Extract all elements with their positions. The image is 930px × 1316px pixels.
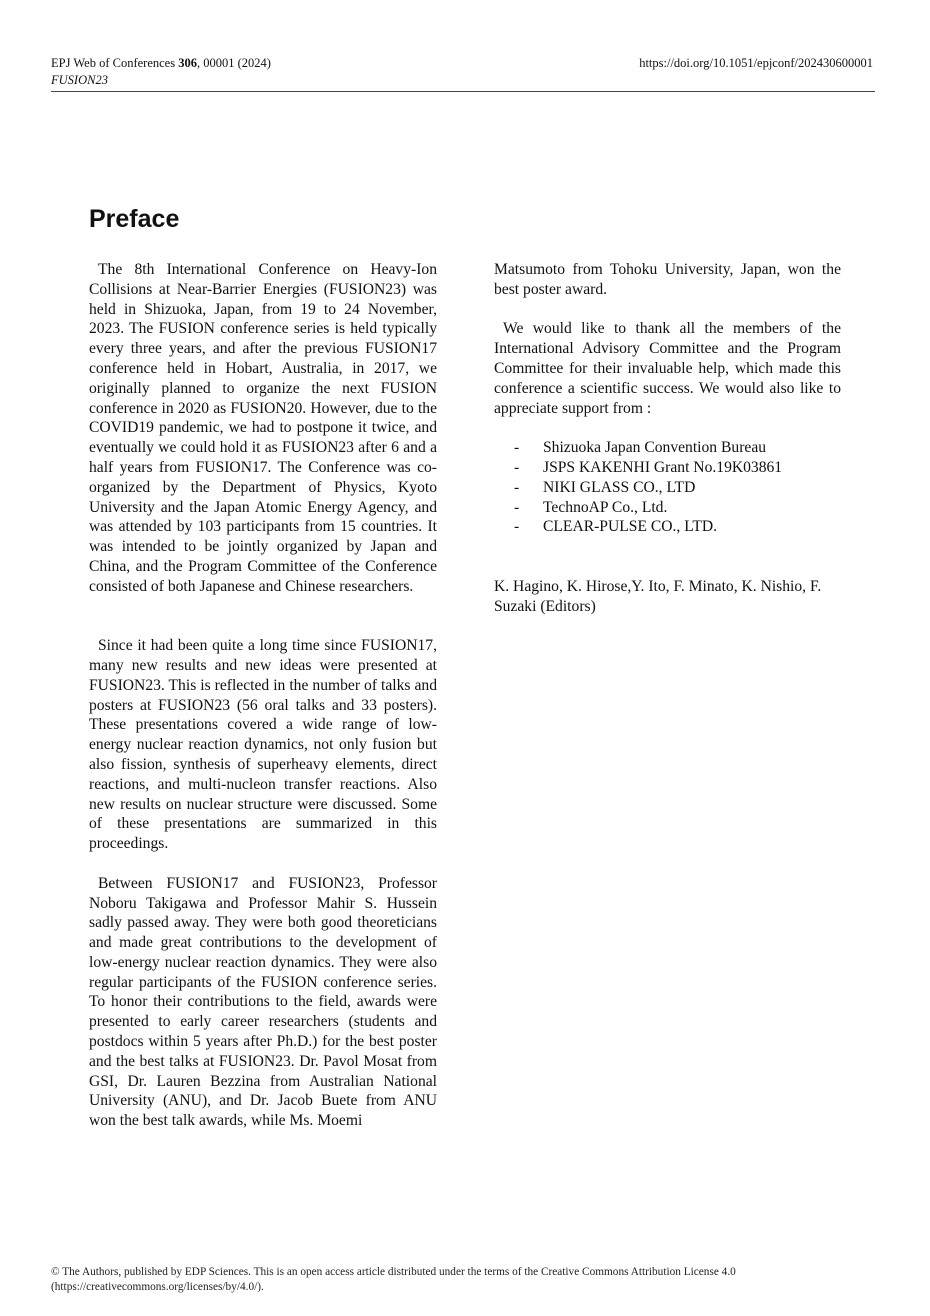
paragraph-spacer xyxy=(494,537,841,577)
list-item-text: CLEAR-PULSE CO., LTD. xyxy=(543,518,717,536)
list-item-text: JSPS KAKENHI Grant No.19K03861 xyxy=(543,458,783,476)
running-header-left xyxy=(51,55,271,89)
list-item xyxy=(494,498,841,518)
header-divider xyxy=(51,91,875,92)
list-item xyxy=(494,458,841,478)
paragraph-spacer xyxy=(494,418,841,438)
left-column xyxy=(89,260,437,1131)
paragraph-acknowledgements: We would like to thank all the members of the International Advisory Committee and the Program Committee for their invaluable help, which made this conference a scientific success. We would also like to appreciate support from : xyxy=(494,320,841,417)
paragraph-awards: Between FUSION17 and FUSION23, Professor Noboru Takigawa and Professor Mahir S. Hussein sadly passed away. They were both good theoreticians and made great contributions to the development of low-energy nuclear reaction dynamics. They were also regular participants of the FUSION conference series. To honor their contributions to the field, awards were presented to early career researchers (students and postdocs within 5 years after Ph.D.) for the best poster and the best talks at FUSION23. Dr. Pavol Mosat from GSI, Dr. Lauren Bezzina from Australian National University (ANU), and Dr. Jacob Buete from ANU won the best talk awards, while Ms. Moemi xyxy=(89,874,437,1130)
paragraph-conference-overview: The 8th International Conference on Heavy-Ion Collisions at Near-Barrier Energies (FUSION23) was held in Shizuoka, Japan, from 19 to 24 November, 2023. The FUSION conference series is held typically every three years, and after the previous FUSION17 conference held in Hobart, Australia, in 2017, we originally planned to organize the next FUSION conference in 2020 as FUSION20. However, due to the COVID19 pandemic, we had to postpone it twice, and eventually we could hold it as FUSION23 after 6 and a half years from FUSION17. The Conference was co-organized by the Department of Physics, Kyoto University and the Japan Atomic Energy Agency, and was attended by 103 participants from 15 countries. It was intended to be jointly organized by Japan and China, and the Program Committee of the Conference consisted of both Japanese and Chinese researchers. xyxy=(89,261,437,595)
list-item-text: Shizuoka Japan Convention Bureau xyxy=(543,439,767,457)
paragraph-presentations: Since it had been quite a long time since FUSION17, many new results and new ideas were presented at FUSION23. This is reflected in the number of talks and posters at FUSION23 (56 oral talks and 33 posters). These presentations covered a wide range of low-energy nuclear reaction dynamics, not only fusion but also fission, synthesis of superheavy elements, direct reactions, and multi-nucleon transfer reactions. Also new results on nuclear structure were discussed. Some of these presentations are summarized in this proceedings. xyxy=(89,637,437,853)
paragraph-spacer xyxy=(494,300,841,320)
list-bullet: - xyxy=(514,478,520,496)
paragraph-spacer xyxy=(89,597,437,637)
list-item-text: NIKI GLASS CO., LTD xyxy=(543,478,696,496)
list-bullet: - xyxy=(514,439,520,457)
list-item xyxy=(494,517,841,537)
license-url[interactable]: (https://creativecommons.org/licenses/by/4.0/). xyxy=(51,1281,264,1293)
license-footer xyxy=(51,1265,881,1295)
list-item xyxy=(494,478,841,498)
list-item xyxy=(494,438,841,458)
page-title: Preface xyxy=(89,205,180,233)
list-bullet: - xyxy=(514,458,520,476)
right-column xyxy=(494,260,841,616)
doi-link[interactable]: https://doi.org/10.1051/epjconf/202430600001 xyxy=(639,56,873,70)
conference-name: FUSION23 xyxy=(51,73,108,87)
supporters-list xyxy=(494,438,841,537)
list-bullet: - xyxy=(514,498,520,516)
list-item-text: TechnoAP Co., Ltd. xyxy=(543,498,668,516)
journal-citation xyxy=(51,55,271,72)
paragraph-spacer xyxy=(89,854,437,874)
paragraph-awards-continued: Matsumoto from Tohoku University, Japan, won the best poster award. xyxy=(494,261,841,298)
list-bullet: - xyxy=(514,518,520,536)
license-statement: © The Authors, published by EDP Sciences. This is an open access article distributed under the terms of the Creative Commons Attribution License 4.0 xyxy=(51,1266,736,1278)
article-number-year: , 00001 (2024) xyxy=(196,56,271,70)
volume-number: 306 xyxy=(178,56,197,70)
editors-signature: K. Hagino, K. Hirose,Y. Ito, F. Minato, K. Nishio, F. Suzaki (Editors) xyxy=(494,577,822,615)
journal-name: EPJ Web of Conferences xyxy=(51,56,179,70)
